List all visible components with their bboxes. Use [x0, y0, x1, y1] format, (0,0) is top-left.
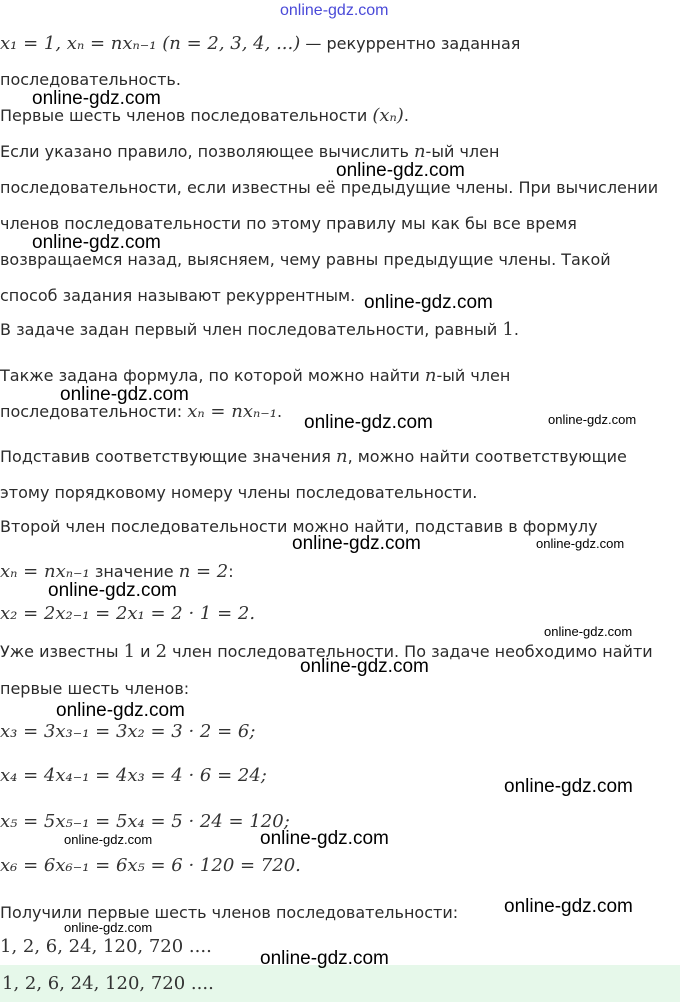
text-fragment: возвращаемся назад, выясняем, чему равны предыдущие члены. Такой	[0, 250, 611, 269]
text-fragment: способ задания называют рекуррентным.	[0, 286, 356, 305]
text-line-21	[0, 812, 290, 832]
text-fragment: Получили первые шесть членов последовательности:	[0, 903, 459, 922]
text-fragment: Второй член последовательности можно найти, подставив в формулу	[0, 517, 598, 536]
watermark: online-gdz.com	[60, 384, 189, 405]
text-fragment: и	[135, 642, 156, 661]
text-fragment: Если указано правило, позволяющее вычислить	[0, 142, 414, 161]
watermark: online-gdz.com	[536, 536, 625, 551]
text-fragment: .	[513, 320, 519, 339]
math-expression: 1, 2, 6, 24, 120, 720 ....	[0, 936, 212, 957]
text-line-10	[0, 366, 510, 386]
text-fragment: первые шесть членов:	[0, 679, 190, 698]
text-fragment: .	[277, 402, 283, 421]
watermark: online-gdz.com	[32, 88, 161, 109]
text-line-1	[0, 34, 520, 54]
watermark: online-gdz.com	[548, 412, 637, 427]
watermark: online-gdz.com	[292, 533, 421, 554]
watermark: online-gdz.com	[544, 624, 633, 639]
watermark: online-gdz.com	[56, 700, 185, 721]
math-expression: x₃ = 3x₃₋₁ = 3x₂ = 3 · 2 = 6;	[0, 721, 256, 742]
watermark: online-gdz.com	[364, 292, 493, 313]
math-expression: xₙ = nxₙ₋₁	[187, 401, 277, 422]
text-fragment: Первые шесть членов последовательности	[0, 106, 373, 125]
watermark: online-gdz.com	[32, 232, 161, 253]
text-line-20	[0, 766, 267, 786]
text-fragment: Подставив соответствующие значения	[0, 447, 336, 466]
math-expression-2: n = 2	[178, 561, 229, 582]
text-fragment: :	[228, 562, 234, 581]
watermark-top[interactable]: online-gdz.com	[280, 2, 389, 19]
text-fragment: последовательности:	[0, 402, 188, 421]
text-fragment: член последовательности. По задаче необходимо найти	[167, 642, 653, 661]
text-fragment: Уже известны	[0, 642, 124, 661]
text-line-19	[0, 722, 255, 742]
math-expression: x₄ = 4x₄₋₁ = 4x₃ = 4 · 6 = 24;	[0, 765, 267, 786]
text-line-12	[0, 447, 627, 467]
text-line-16	[0, 604, 255, 624]
text-line-18	[0, 679, 189, 699]
text-fragment: значение	[89, 562, 179, 581]
text-line-13	[0, 483, 477, 503]
math-expression-2: 2	[155, 641, 168, 662]
text-line-22	[0, 856, 301, 876]
text-line-15	[0, 562, 234, 582]
math-expression: n	[413, 141, 426, 162]
watermark: online-gdz.com	[64, 920, 153, 935]
math-expression: x₆ = 6x₆₋₁ = 6x₅ = 6 · 120 = 720.	[0, 855, 301, 876]
text-fragment: , можно найти соответствующие	[347, 447, 627, 466]
text-fragment: — рекуррентно заданная	[300, 34, 521, 53]
text-fragment: -ый член	[425, 142, 500, 161]
watermark: online-gdz.com	[504, 776, 633, 797]
math-expression: x₅ = 5x₅₋₁ = 5x₄ = 5 · 24 = 120;	[0, 811, 290, 832]
answer-text: 1, 2, 6, 24, 120, 720 ....	[2, 973, 214, 994]
text-line-6	[0, 214, 577, 234]
text-fragment: последовательность.	[0, 70, 181, 89]
math-expression: n	[424, 365, 437, 386]
math-expression: 1	[123, 641, 136, 662]
math-expression: n	[335, 446, 348, 467]
text-fragment: Также задана формула, по которой можно найти	[0, 366, 425, 385]
math-expression: x₁ = 1, xₙ = nxₙ₋₁ (n = 2, 3, 4, ...)	[0, 33, 301, 54]
watermark: online-gdz.com	[48, 580, 177, 601]
text-fragment: .	[403, 106, 409, 125]
text-line-5	[0, 178, 658, 198]
text-fragment: -ый член	[436, 366, 511, 385]
watermark: online-gdz.com	[260, 828, 389, 849]
watermark: online-gdz.com	[304, 412, 433, 433]
text-fragment: последовательности, если известны её предыдущие члены. При вычислении	[0, 178, 659, 197]
watermark: online-gdz.com	[336, 160, 465, 181]
text-fragment: членов последовательности по этому правилу мы как бы все время	[0, 214, 577, 233]
watermark: online-gdz.com	[64, 832, 153, 847]
text-fragment: В задаче задан первый член последовательности, равный	[0, 320, 503, 339]
text-line-8	[0, 286, 355, 306]
text-fragment: этому порядковому номеру члены последовательности.	[0, 483, 478, 502]
text-line-24	[0, 937, 212, 957]
watermark: online-gdz.com	[300, 656, 429, 677]
math-expression: 1	[502, 319, 514, 340]
watermark: online-gdz.com	[260, 948, 389, 969]
math-expression: xₙ = nxₙ₋₁	[0, 561, 90, 582]
answer-box	[0, 965, 680, 1002]
math-expression: (xₙ)	[372, 105, 404, 126]
watermark: online-gdz.com	[504, 896, 633, 917]
text-line-4	[0, 142, 499, 162]
math-expression: x₂ = 2x₂₋₁ = 2x₁ = 2 · 1 = 2.	[0, 603, 256, 624]
text-line-2	[0, 70, 181, 90]
text-line-9	[0, 320, 519, 340]
